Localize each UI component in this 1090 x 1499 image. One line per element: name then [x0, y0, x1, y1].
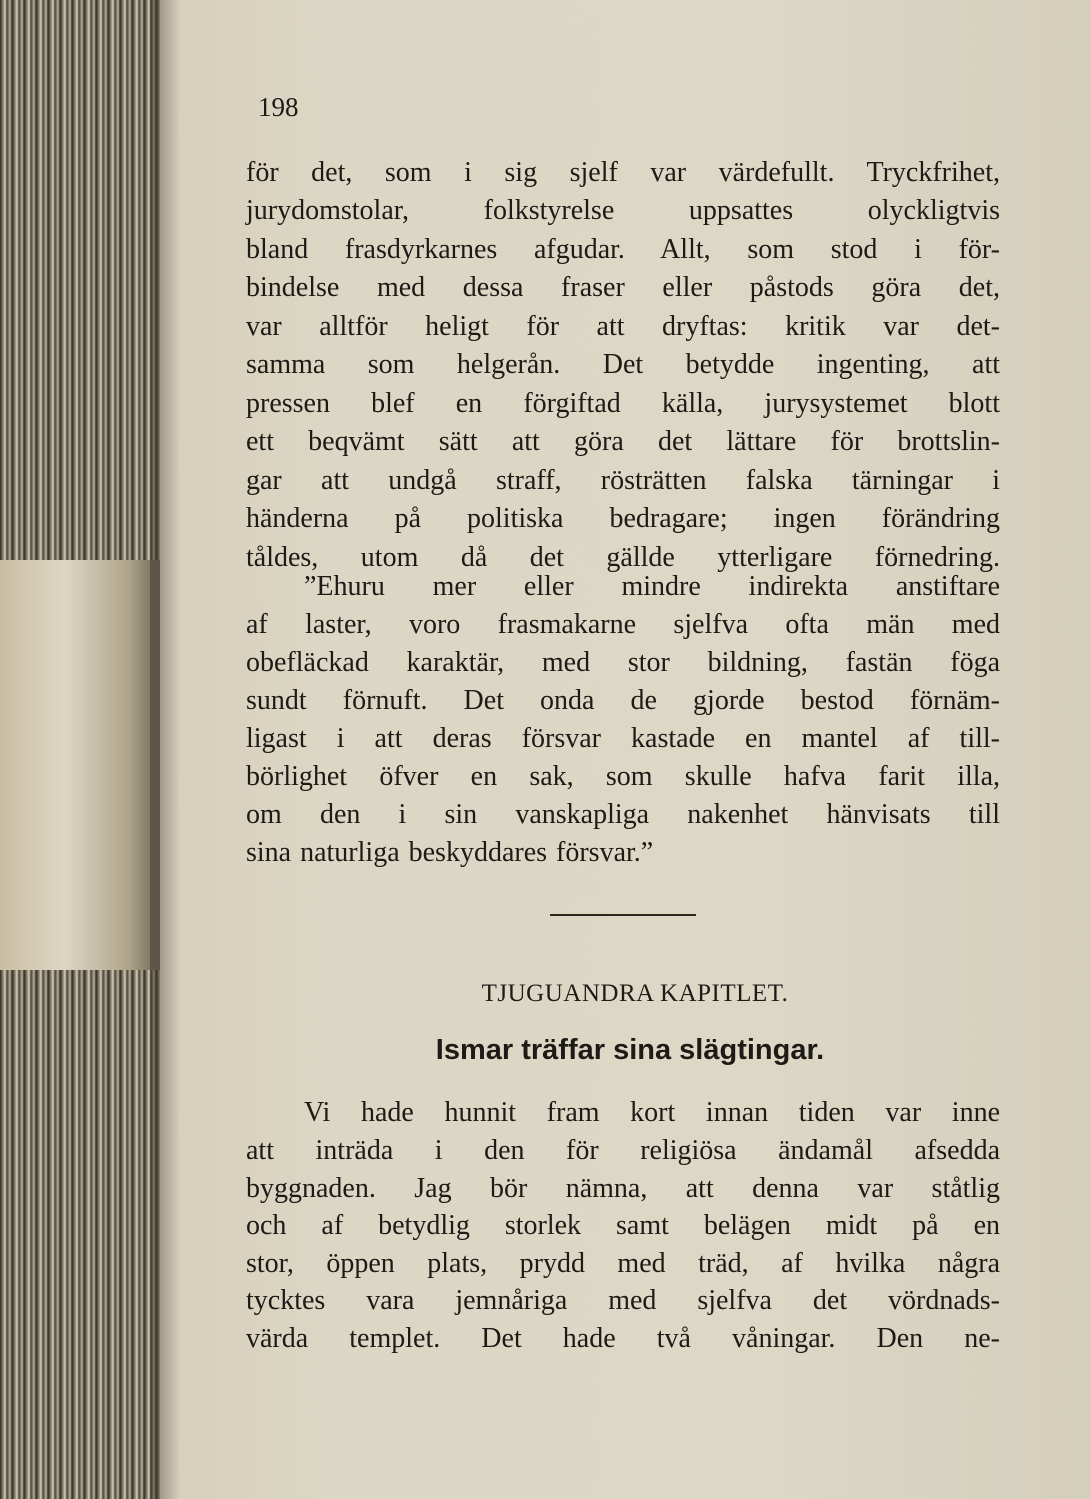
text-line: värda templet. Det hade två våningar. Den ne-: [246, 1323, 1000, 1354]
book-fore-edge: [0, 0, 160, 1499]
text-line: ett beqvämt sätt att göra det lättare för brottslin-: [246, 426, 1000, 457]
text-line: var alltför heligt för att dryftas: kritik var det-: [246, 311, 1000, 342]
text-line: Vi hade hunnit fram kort innan tiden var inne: [304, 1097, 1000, 1128]
section-divider: [550, 914, 696, 916]
text-line: ”Ehuru mer eller mindre indirekta anstiftare: [304, 571, 1000, 602]
text-line: byggnaden. Jag bör nämna, att denna var ståtlig: [246, 1173, 1000, 1204]
page-number: 198: [258, 92, 299, 122]
text-line: sundt förnuft. Det onda de gjorde bestod förnäm-: [246, 685, 1000, 716]
text-line: om den i sin vanskapliga nakenhet hänvisats till: [246, 799, 1000, 830]
page-gutter-shadow: [150, 0, 180, 1499]
text-line: att inträda i den för religiösa ändamål afsedda: [246, 1135, 1000, 1166]
text-line: tåldes, utom då det gällde ytterligare förnedring.: [246, 542, 1000, 573]
chapter-heading: TJUGUANDRA KAPITLET.: [481, 980, 789, 1007]
text-line: för det, som i sig sjelf var värdefullt. Tryckfrihet,: [246, 157, 1000, 188]
chapter-title: Ismar träffar sina slägtingar.: [435, 1034, 825, 1066]
text-line: stor, öppen plats, prydd med träd, af hvilka några: [246, 1248, 1000, 1279]
blurred-region: [0, 560, 160, 970]
text-line: ligast i att deras försvar kastade en mantel af till-: [246, 723, 1000, 754]
text-line: pressen blef en förgiftad källa, jurysystemet blott: [246, 388, 1000, 419]
text-line: tycktes vara jemnåriga med sjelfva det vördnads-: [246, 1285, 1000, 1316]
text-line: gar att undgå straff, rösträtten falska tärningar i: [246, 465, 1000, 496]
text-line: och af betydlig storlek samt belägen midt på en: [246, 1210, 1000, 1241]
text-line: af laster, voro frasmakarne sjelfva ofta män med: [246, 609, 1000, 640]
text-line: händerna på politiska bedragare; ingen förändring: [246, 503, 1000, 534]
text-line: börlighet öfver en sak, som skulle hafva farit illa,: [246, 761, 1000, 792]
text-line: bindelse med dessa fraser eller påstods göra det,: [246, 272, 1000, 303]
text-line: jurydomstolar, folkstyrelse uppsattes olyckligtvis: [246, 195, 1000, 226]
text-line: sina naturliga beskyddares försvar.”: [246, 837, 654, 868]
text-line: samma som helgerån. Det betydde ingenting, att: [246, 349, 1000, 380]
text-line: obefläckad karaktär, med stor bildning, fastän föga: [246, 647, 1000, 678]
text-line: bland frasdyrkarnes afgudar. Allt, som stod i för-: [246, 234, 1000, 265]
